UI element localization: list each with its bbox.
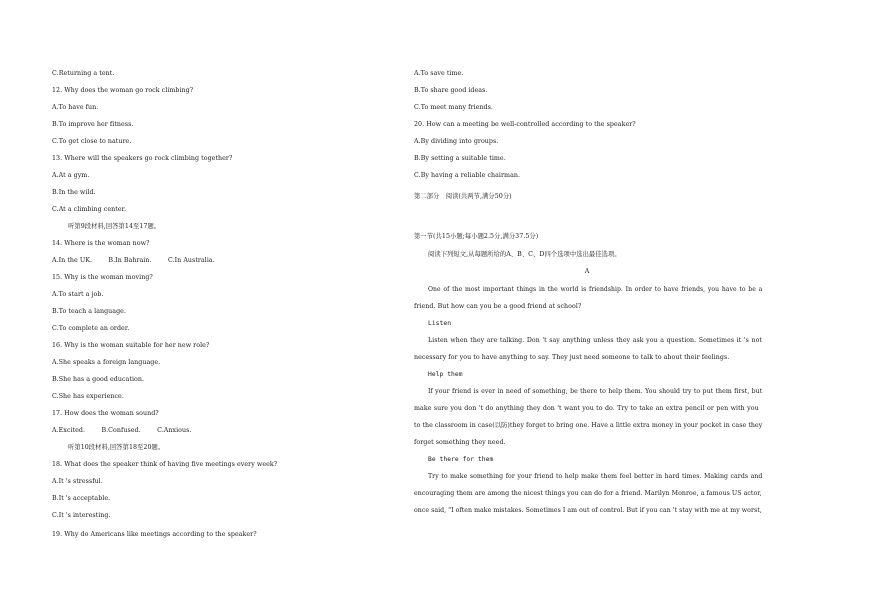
option-12c: C.To get close to nature. xyxy=(52,138,132,145)
option-16b: B.She has a good education. xyxy=(52,376,145,383)
option-12a: A.To have fun. xyxy=(52,104,99,111)
question-18: 18. What does the speaker think of having five meetings every week? xyxy=(52,461,278,468)
listening-instruction-10: 听第10段材料,回答第18至20题。 xyxy=(68,444,165,451)
paragraph-3-line-1: If your friend is ever in need of something, be there to help them. You should try to put them first, but xyxy=(428,388,763,395)
question-19: 19. Why do Americans like meetings according to the speaker? xyxy=(52,531,257,538)
question-14: 14. Where is the woman now? xyxy=(52,240,150,247)
listening-instruction-9: 听第9段材料,回答第14至17题。 xyxy=(68,223,161,230)
option-13c: C.At a climbing center. xyxy=(52,206,127,213)
option-15a: A.To start a job. xyxy=(52,291,104,298)
option-20b: B.By setting a suitable time. xyxy=(414,155,506,162)
option-19c: C.To meet many friends. xyxy=(414,104,493,111)
question-16: 16. Why is the woman suitable for her new role? xyxy=(52,342,210,349)
question-12: 12. Why does the woman go rock climbing? xyxy=(52,87,194,94)
paragraph-4-line-2: encouraging them are among the nicest things you can do for a friend. Marilyn Monroe, a famous US actor, xyxy=(414,490,762,497)
option-19b: B.To share good ideas. xyxy=(414,87,488,94)
paragraph-1-line-1: One of the most important things in the world is friendship. In order to have friends, you have to be a xyxy=(428,286,763,293)
option-13a: A.At a gym. xyxy=(52,172,90,179)
paragraph-3-line-4: forget something they need. xyxy=(414,439,506,446)
option-18b: B.It 's acceptable. xyxy=(52,495,111,502)
paragraph-3-line-3: to the classroom in case(以防)they forget to bring one. Have a little extra money in your pocket in case they xyxy=(414,422,763,429)
option-15c: C.To complete an order. xyxy=(52,325,130,332)
paragraph-2-line-2: necessary for you to have anything to say. They just need someone to talk to about their feelings. xyxy=(414,354,730,361)
options-17: A.Excited. B.Confused. C.Anxious. xyxy=(52,427,192,434)
question-13: 13. Where will the speakers go rock climbing together? xyxy=(52,155,233,162)
option-13b: B.In the wild. xyxy=(52,189,96,196)
option-19a: A.To save time. xyxy=(414,70,464,77)
subheading-help-them: Help them xyxy=(428,371,463,378)
paragraph-4-line-1: Try to make something for your friend to help make them feel better in hard times. Making cards and xyxy=(428,473,763,480)
option-11c: C.Returning a tent. xyxy=(52,70,115,77)
question-17: 17. How does the woman sound? xyxy=(52,410,159,417)
option-20c: C.By having a reliable chairman. xyxy=(414,172,521,179)
option-16c: C.She has experience. xyxy=(52,393,124,400)
subheading-be-there: Be there for them xyxy=(428,456,494,463)
paragraph-1-line-2: friend. But how can you be a good friend at school? xyxy=(414,303,582,310)
paragraph-4-line-3: once said, "I often make mistakes. Sometimes I am out of control. But if you can 't stay with me at my worst, xyxy=(414,507,762,514)
option-12b: B.To improve her fitness. xyxy=(52,121,134,128)
options-14: A.In the UK. B.In Bahrain. C.In Australia. xyxy=(52,257,215,264)
option-20a: A.By dividing into groups. xyxy=(414,138,499,145)
option-18a: A.It 's stressful. xyxy=(52,478,103,485)
subheading-listen: Listen xyxy=(428,320,452,327)
passage-label: A xyxy=(584,268,590,275)
part-two-heading: 第二部分 阅读(共两节,满分50分) xyxy=(414,193,512,200)
reading-instruction: 阅读下列短文,从每题所给的A、B、C、D四个选项中选出最佳选项。 xyxy=(428,251,621,258)
question-15: 15. Why is the woman moving? xyxy=(52,274,153,281)
paragraph-2-line-1: Listen when they are talking. Don 't say anything unless they ask you a question. Sometimes it 's not xyxy=(428,337,762,344)
option-18c: C.It 's interesting. xyxy=(52,512,111,519)
question-20: 20. How can a meeting be well-controlled according to the speaker? xyxy=(414,121,636,128)
section-one-heading: 第一节(共15小题;每小题2.5分,满分37.5分) xyxy=(414,233,539,240)
paragraph-3-line-2: make sure you don 't do anything they don 't want you to do. Try to take an extra pencil or pen with you xyxy=(414,405,759,412)
option-16a: A.She speaks a foreign language. xyxy=(52,359,161,366)
option-15b: B.To teach a language. xyxy=(52,308,127,315)
